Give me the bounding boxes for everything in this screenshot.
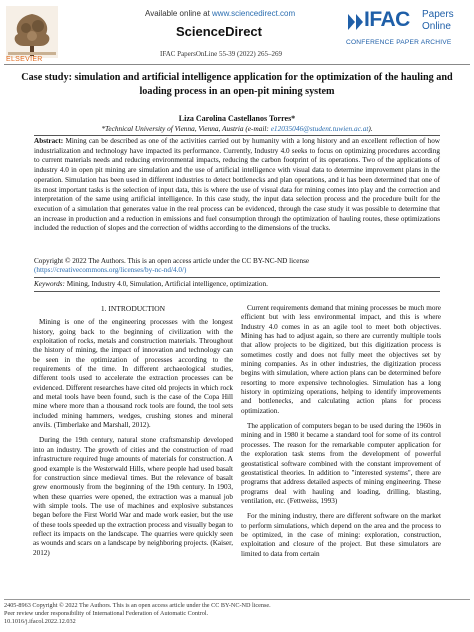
left-paragraph-1: Mining is one of the engineering processes with the longest history, going back to the beginning of civilization with the exploitation of rocks, metals and construction materials. Throughout the history of mining, the impact of innovation and technology can be seen in the optimization of processes according to the requirements of the time. In different archaeological studies, different tools used to accelerate the extraction processes can be evidenced. Different researches have cited old projects in which rock and metal tools have been found, such is the case of the Copa Hill mine where more than a thousand rock tools are found, the tool sets included mining hammers, wedges, crushing stones and mineral anvils. (Timberlake and Marshall, 2012). [33, 318, 233, 430]
abstract-label: Abstract: [34, 137, 64, 145]
ifac-logo [346, 8, 470, 52]
author-affiliation [0, 124, 474, 133]
left-paragraph-2: During the 19th century, natural stone craftsmanship developed into an industry. The growth of cities and the construction of road infrastructure required huge amounts of materials for construction. A good example is the Westerwald Hills, where people had used basalt for construction since medieval times. But the relevance of basalt grew enormously from the beginning of the 19th century. In 1903, when these quarries were opened, the extraction was a manual job with simple tools. The use of machines and explosive substances began before the First World War and made work easier, but the use of these tools speeded up the extraction process and visually began to reflect its impacts on the landscape. The quarries were quickly seen as wounds and scars on a landscape by neighboring projects. (Kaiser, 2012) [33, 436, 233, 557]
publisher-name: ELSEVIER [6, 56, 43, 63]
section-heading-introduction: 1. INTRODUCTION [100, 304, 166, 313]
available-online-label: Available online at [145, 9, 213, 18]
ifac-online: Online [422, 21, 451, 32]
ifac-archive: CONFERENCE PAPER ARCHIVE [346, 39, 452, 46]
keywords [34, 280, 440, 288]
keywords-bottom-rule [34, 291, 440, 292]
right-paragraph-2: The application of computers began to be used during the 1960s in mining and in 1980 it became a standard tool for some of its control processes. The reason for the remarkable computer application for the exploration task stems from the development of powerful geostatistical software combined with the constant improvement of geostatistical theories. In addition to "interested systems", there are programs that address detailed aspects of mining engineering. These programs deal with hauling and loading, drilling, blasting, ventilation, etc. (Fettweiss, 1993) [241, 422, 441, 505]
available-online [145, 9, 295, 18]
footer-copyright: 2405-8963 Copyright © 2022 The Authors. This is an open access article under the CC BY-NC-ND license. [4, 602, 271, 609]
affiliation-end: ). [368, 124, 373, 133]
ifac-arrows-icon [346, 10, 366, 34]
keywords-label: Keywords: [34, 280, 65, 288]
footer-divider [4, 599, 470, 600]
abstract [34, 137, 440, 234]
journal-reference: IFAC PapersOnLine 55-39 (2022) 265–269 [160, 50, 282, 58]
header-divider [4, 64, 470, 65]
right-paragraph-1: Current requirements demand that mining processes be much more efficient but with less environmental impact, and this is where Industry 4.0 comes in as an agile tool to meet both objectives. Mining has had to adjust again, so there are currently multiple tools that allow projects to be digitized, but this digitization process is sometimes costly and does not fully meet the objectives set by mining companies. As in other industries, the digitization process begins with simulation, where action plans can be determined before resorting to more expensive technologies. Simulation has a long history in optimizing operations, helping to identify improvements and bottlenecks, and calculating action plans for process optimization. [241, 304, 441, 415]
affiliation-text: *Technical University of Vienna, Vienna, Austria (e-mail: [101, 124, 269, 133]
author-name: Liza Carolina Castellanos Torres* [178, 114, 296, 123]
paper-title: Case study: simulation and artificial intelligence application for the optimization of the hauling and loading process in an open-pit mining system [21, 72, 453, 97]
keywords-list: Mining, Industry 4.0, Simulation, Artificial intelligence, optimization. [64, 280, 268, 288]
right-paragraph-3: For the mining industry, there are different software on the market to perform simulations, which depend on the area and the process to be optimized, in the case of mining: exploration, construction, exploitation and closure of the project. But these simulators are limited to data from certain [241, 512, 441, 558]
copyright-notice [34, 257, 440, 275]
keywords-top-rule [34, 277, 440, 278]
abstract-top-rule [34, 135, 440, 136]
footer [4, 602, 470, 625]
footer-peer-review: Peer review under responsibility of International Federation of Automatic Control. [4, 609, 209, 617]
left-column [33, 304, 233, 564]
ifac-papers: Papers [422, 9, 454, 20]
elsevier-tree-logo [6, 6, 58, 58]
author-email-link[interactable]: e12035046@student.tuwien.ac.at [270, 124, 369, 133]
sciencedirect-link[interactable]: www.sciencedirect.com [212, 9, 296, 18]
copyright-text: Copyright © 2022 The Authors. This is an open access article under the CC BY-NC-ND license [34, 257, 310, 265]
right-column [241, 304, 441, 565]
ifac-wordmark: IFAC [364, 8, 410, 31]
abstract-text: Mining can be described as one of the activities carried out by humanity with a long history and an excellent reflection of how industrialization and technology have impacted its performance. Currently, Industry 4.0 seeks to focus on optimizing procedures according to current materials needs and reducing environmental impacts, reducing the carbon footprint of its operations. Two of the applications of industry 4.0 in open pit mining are simulation and the use of artificial intelligence with visual data to determine improvement plans in the operation. Simulation has been used in different industries to detect bottlenecks and plan operations, and it has been determined that one of its most important tasks is the selection of input data, this is where the use of visual data for mining comes into play and the correction and interpretation of the same using artificial intelligence. In this case study, the input data selection process and the procedure built for the execution of a simulation that generates value in the real process can be evidenced, through the case study it was possible to determine that an increase in production and a reduction in emissions and fuel consumption through the optimization of hauling routes, these optimizations included the reduction of slopes and the correction of widths according to the dimensions of the trucks. [34, 137, 440, 233]
license-link[interactable]: (https://creativecommons.org/licenses/by-nc-nd/4.0/) [34, 266, 187, 275]
footer-doi[interactable]: 10.1016/j.ifacol.2022.12.032 [4, 617, 76, 625]
platform-title: ScienceDirect [176, 24, 262, 39]
